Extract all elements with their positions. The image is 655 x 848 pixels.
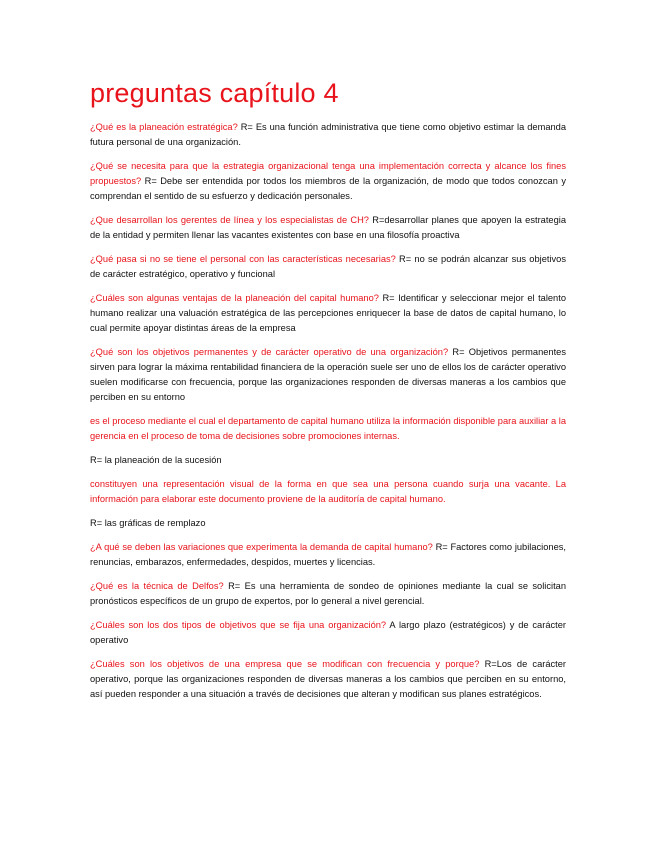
answer-text: R= la planeación de la sucesión: [90, 455, 222, 465]
qa-item-14: [90, 657, 566, 702]
answer-text: A largo plazo (estratégicos) y de carácter operativo: [90, 620, 566, 645]
qa-item-8: [90, 453, 566, 468]
answer-text: R= Identificar y seleccionar mejor el talento humano realizar una valuación estratégica de las percepciones enriquecer la base de datos de capital humano, lo cual permite apoyar distintas áreas de la empresa: [90, 293, 566, 333]
question-text: ¿Qué es la técnica de Delfos?: [90, 581, 224, 591]
question-text: ¿Cuáles son algunas ventajas de la planeación del capital humano?: [90, 293, 379, 303]
page-title: preguntas capítulo 4: [90, 78, 339, 108]
answer-text: R=desarrollar planes que apoyen la estrategia de la entidad y permiten llenar las vacantes existentes con base en una filosofía proactiva: [90, 215, 566, 240]
answer-text: R= Es una función administrativa que tiene como objetivo estimar la demanda futura personal de una organización.: [90, 122, 567, 147]
answer-text: R=Los de carácter operativo, porque las organizaciones responden de diversas maneras a los cambios que perciben en su entorno, así pueden responder a una situación a través de decisiones que alteran y modifican sus planes estratégicos.: [90, 659, 567, 699]
qa-item-5: [90, 291, 566, 336]
question-text: ¿Qué son los objetivos permanentes y de carácter operativo de una organización?: [90, 347, 449, 357]
answer-text: R= no se podrán alcanzar sus objetivos de carácter estratégico, operativo y funcional: [90, 254, 566, 279]
document-body: [90, 120, 566, 711]
question-text: ¿Qué pasa si no se tiene el personal con las características necesarias?: [90, 254, 396, 264]
answer-text: R= Factores como jubilaciones, renuncias, embarazos, enfermedades, despidos, muertes y licencias.: [90, 542, 566, 567]
qa-item-12: [90, 579, 566, 609]
question-text: ¿A qué se deben las variaciones que experimenta la demanda de capital humano?: [90, 542, 433, 552]
qa-item-13: [90, 618, 566, 648]
qa-item-9: [90, 477, 566, 507]
question-text: es el proceso mediante el cual el departamento de capital humano utiliza la información disponible para auxiliar a la gerencia en el proceso de toma de decisiones sobre promociones internas.: [90, 416, 566, 441]
qa-item-1: [90, 120, 566, 150]
qa-item-3: [90, 213, 566, 243]
question-text: ¿Qué se necesita para que la estrategia organizacional tenga una implementación correcta y alcance los fines propuestos?: [90, 161, 566, 186]
question-text: ¿Cuáles son los objetivos de una empresa que se modifican con frecuencia y porque?: [90, 659, 480, 669]
qa-item-6: [90, 345, 566, 405]
question-text: constituyen una representación visual de la forma en que sea una persona cuando surja una vacante. La información para elaborar este documento proviene de la auditoría de capital humano.: [90, 479, 566, 504]
qa-item-2: [90, 159, 566, 204]
answer-text: R= Objetivos permanentes sirven para lograr la máxima rentabilidad financiera de la operación suele ser uno de ellos los de carácter operativo suelen modificarse con frecuencia, porque las organizaciones responden de diversas maneras a los cambios que perciben en su entorno: [90, 347, 566, 402]
answer-text: R= las gráficas de remplazo: [90, 518, 206, 528]
question-text: ¿Que desarrollan los gerentes de línea y los especialistas de CH?: [90, 215, 369, 225]
qa-item-11: [90, 540, 566, 570]
answer-text: R= Debe ser entendida por todos los miembros de la organización, de modo que todos conozcan y comprendan el sentido de su esfuerzo y dedicación personales.: [90, 176, 566, 201]
qa-item-10: [90, 516, 566, 531]
qa-item-7: [90, 414, 566, 444]
qa-item-4: [90, 252, 566, 282]
answer-text: R= Es una herramienta de sondeo de opiniones mediante la cual se solicitan pronósticos específicos de un grupo de expertos, por lo general a nivel gerencial.: [90, 581, 566, 606]
question-text: ¿Qué es la planeación estratégica?: [90, 122, 238, 132]
question-text: ¿Cuáles son los dos tipos de objetivos que se fija una organización?: [90, 620, 387, 630]
